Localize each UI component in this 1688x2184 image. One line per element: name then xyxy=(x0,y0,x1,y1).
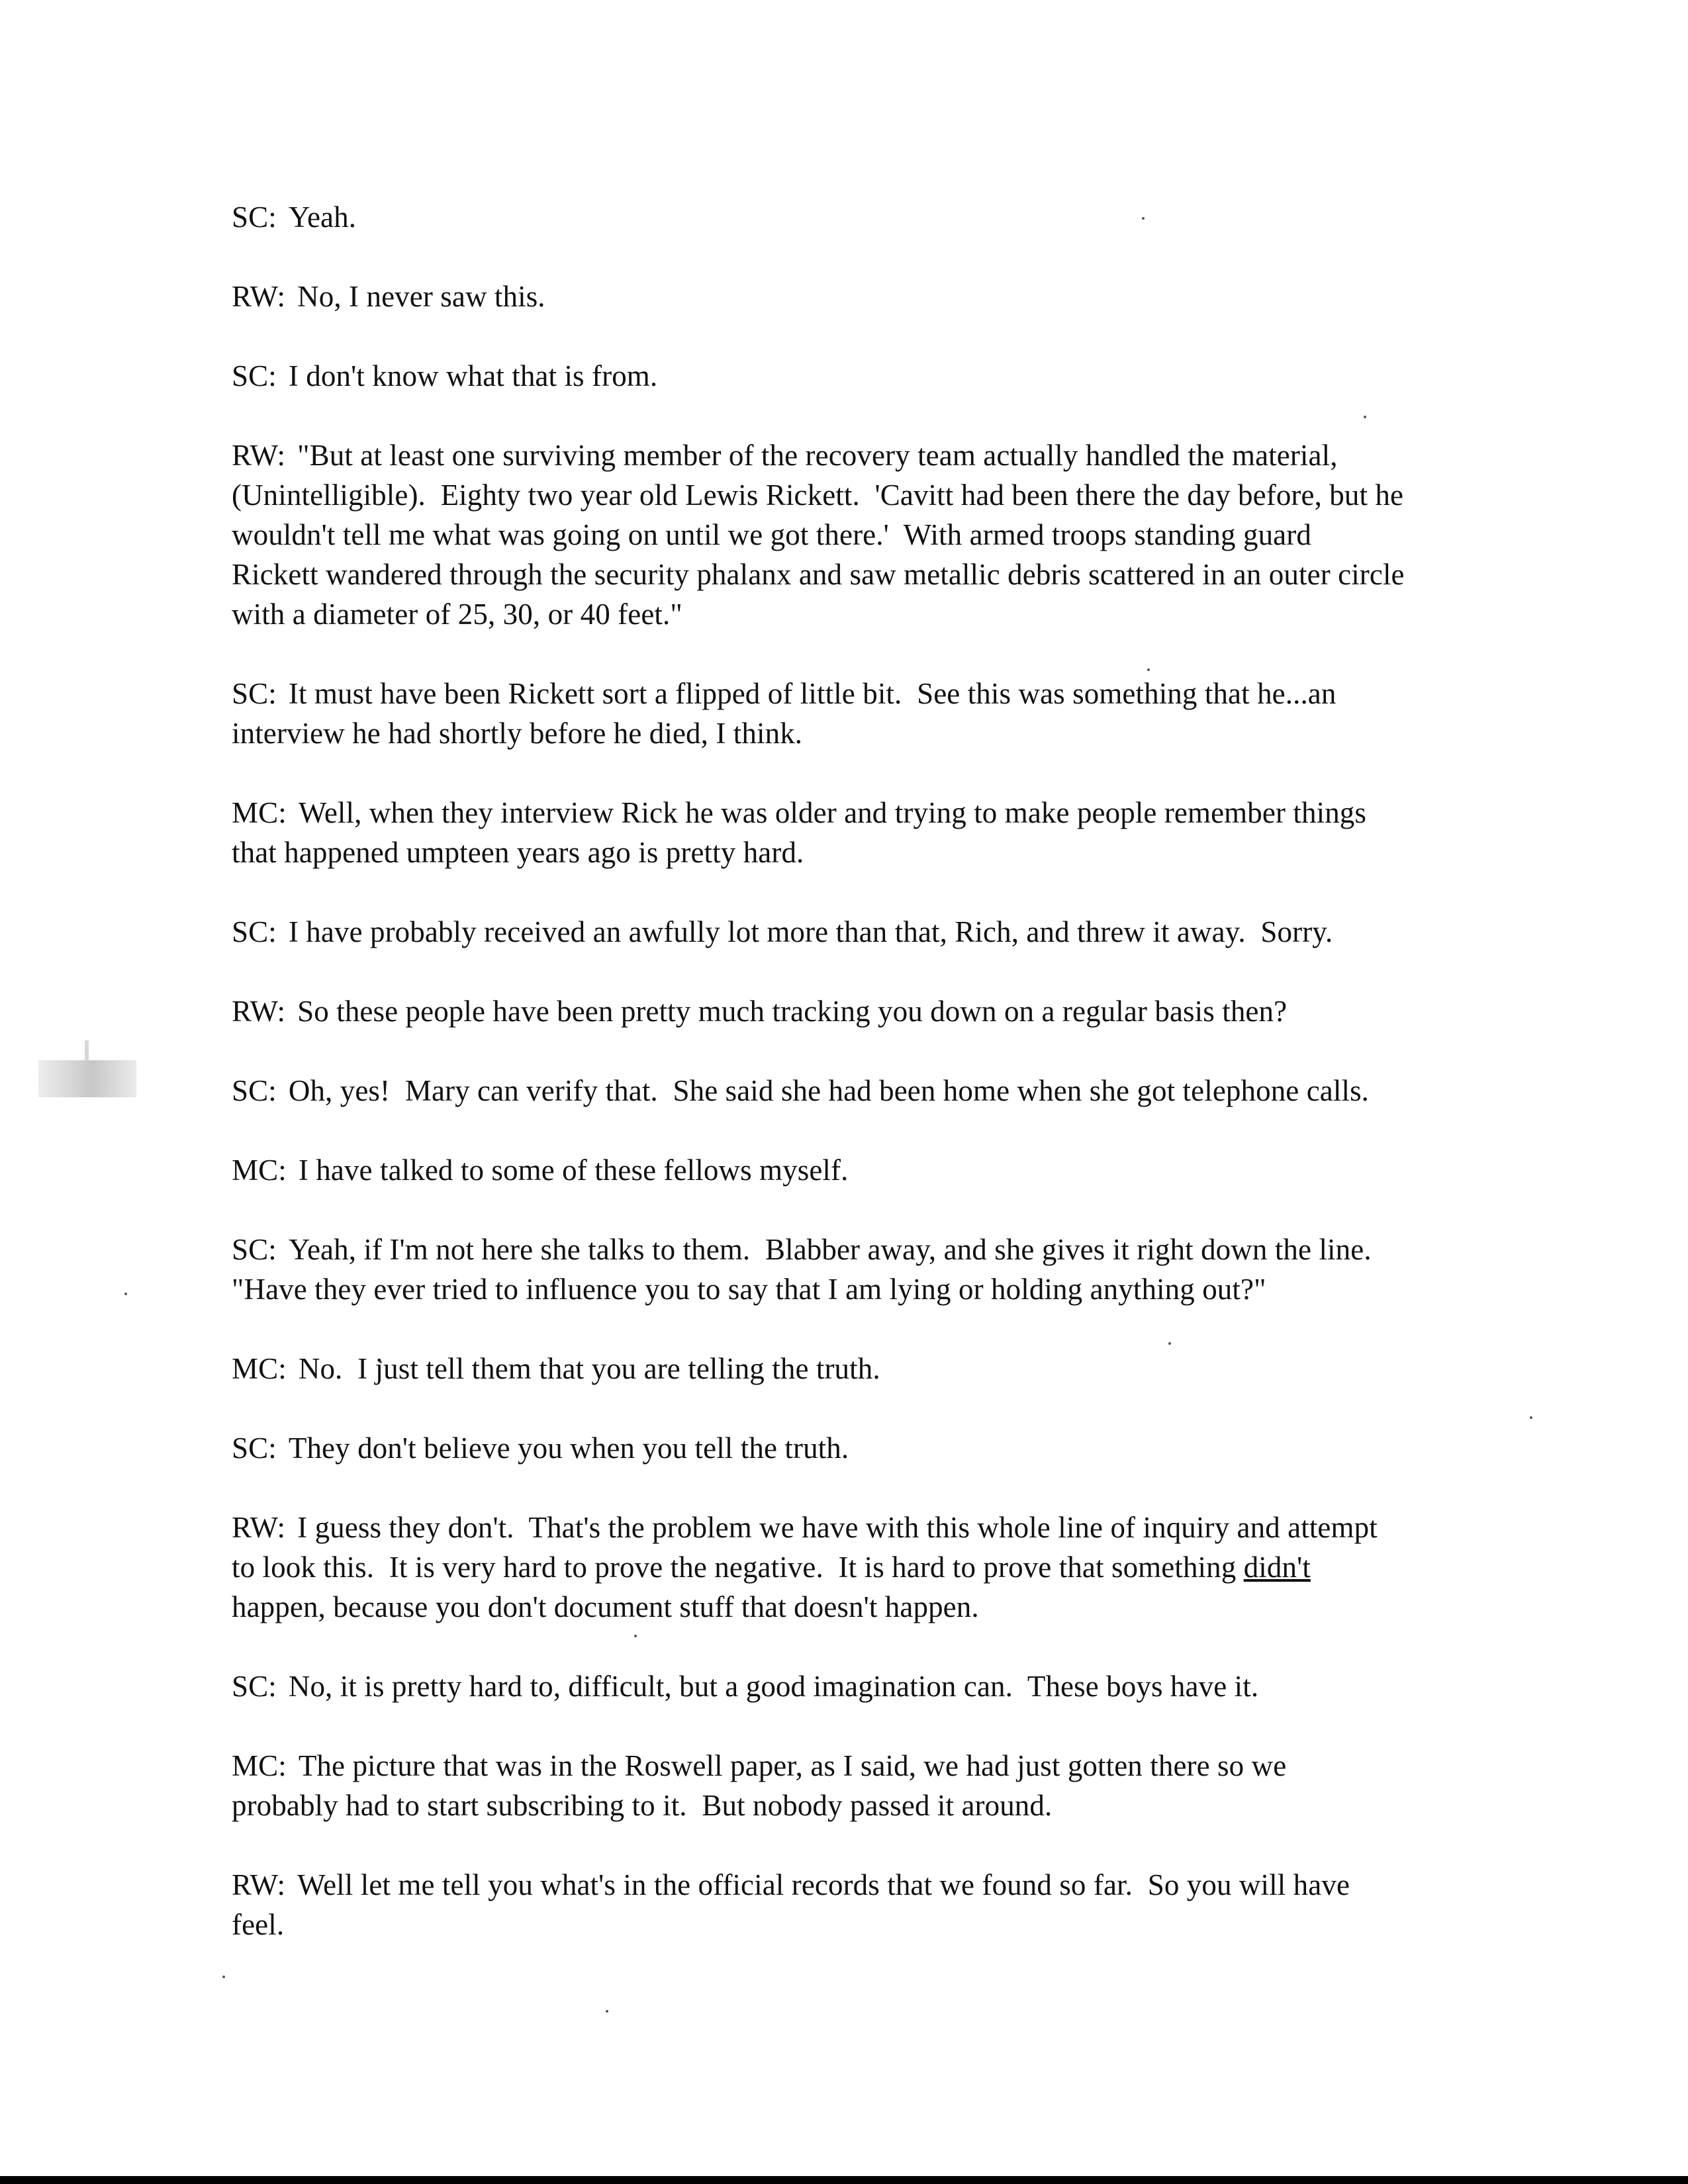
line-text: interview he had shortly before he died, I think. xyxy=(232,717,803,750)
speaker-label: MC: xyxy=(232,1154,287,1187)
transcript-line xyxy=(232,912,1549,952)
scan-speck xyxy=(124,1293,127,1295)
line-text: probably had to start subscribing to it. But nobody passed it around. xyxy=(232,1789,1053,1822)
line-text: I have probably received an awfully lot more than that, Rich, and threw it away. Sorry. xyxy=(288,915,1333,948)
transcript-line xyxy=(232,1150,1549,1190)
transcript-line xyxy=(232,277,1549,316)
line-text: to look this. It is very hard to prove the negative. It is hard to prove that something xyxy=(232,1551,1244,1584)
line-text: No, I never saw this. xyxy=(297,280,545,313)
line-text: Well let me tell you what's in the official records that we found so far. So you will have xyxy=(297,1868,1350,1901)
speaker-label: SC: xyxy=(232,1432,277,1465)
transcript-entry xyxy=(232,1349,1549,1388)
transcript-line xyxy=(232,475,1549,515)
line-text: wouldn't tell me what was going on until we got there.' With armed troops standing guard xyxy=(232,518,1311,551)
line-text: that happened umpteen years ago is pretty hard. xyxy=(232,836,804,869)
line-text: I have talked to some of these fellows myself. xyxy=(298,1154,849,1187)
transcript-line xyxy=(232,1865,1549,1905)
transcript-line xyxy=(232,197,1549,237)
transcript-entry xyxy=(232,277,1549,316)
transcript-line xyxy=(232,356,1549,396)
speaker-label: RW: xyxy=(232,1868,286,1901)
line-text: I don't know what that is from. xyxy=(288,359,658,392)
transcript-line xyxy=(232,674,1549,713)
line-text: Rickett wandered through the security phalanx and saw metallic debris scattered in an outer circle xyxy=(232,558,1405,591)
transcript-entry xyxy=(232,356,1549,396)
transcript-entry xyxy=(232,1508,1549,1627)
transcript-entry xyxy=(232,435,1549,634)
transcript-line xyxy=(232,1746,1549,1786)
transcript-entry xyxy=(232,1071,1549,1111)
line-text: Oh, yes! Mary can verify that. She said she had been home when she got telephone calls. xyxy=(288,1074,1370,1107)
line-text: with a diameter of 25, 30, or 40 feet." xyxy=(232,598,682,631)
transcript-line xyxy=(232,515,1549,555)
transcript-entry xyxy=(232,1865,1549,1944)
transcript-entry xyxy=(232,674,1549,753)
line-text: feel. xyxy=(232,1908,285,1941)
transcript-line xyxy=(232,1587,1549,1627)
scan-bottom-edge xyxy=(0,2176,1688,2184)
line-text: "Have they ever tried to influence you to say that I am lying or holding anything out?" xyxy=(232,1273,1266,1306)
speaker-label: SC: xyxy=(232,1074,277,1107)
transcript-line xyxy=(232,1905,1549,1944)
transcript-line xyxy=(232,555,1549,594)
transcript-entry xyxy=(232,1746,1549,1825)
transcript-entry xyxy=(232,1428,1549,1468)
transcript-line xyxy=(232,1786,1549,1825)
scan-speck xyxy=(222,1976,225,1978)
line-text: "But at least one surviving member of the recovery team actually handled the material, xyxy=(297,439,1338,472)
speaker-label: SC: xyxy=(232,677,277,710)
speaker-label: SC: xyxy=(232,1233,277,1266)
line-text: It must have been Rickett sort a flipped of little bit. See this was something that he...an xyxy=(288,677,1336,710)
line-text: No, it is pretty hard to, difficult, but a good imagination can. These boys have it. xyxy=(288,1670,1259,1703)
speaker-label: RW: xyxy=(232,1511,286,1544)
underlined-word: didn't xyxy=(1243,1551,1311,1584)
transcript-line xyxy=(232,1428,1549,1468)
speaker-label: RW: xyxy=(232,439,286,472)
transcript-line xyxy=(232,713,1549,753)
line-text: They don't believe you when you tell the truth. xyxy=(288,1432,849,1465)
transcript-line xyxy=(232,1508,1549,1547)
transcript-line xyxy=(232,1547,1549,1587)
speaker-label: MC: xyxy=(232,1352,287,1385)
interview-transcript xyxy=(232,197,1549,1984)
transcript-line xyxy=(232,1349,1549,1388)
line-text: Well, when they interview Rick he was older and trying to make people remember things xyxy=(298,796,1367,829)
speaker-label: MC: xyxy=(232,796,287,829)
scan-artifact-tick xyxy=(85,1040,89,1060)
line-text: No. I just tell them that you are telling the truth. xyxy=(298,1352,880,1385)
transcript-entry xyxy=(232,1150,1549,1190)
line-text: So these people have been pretty much tracking you down on a regular basis then? xyxy=(297,995,1288,1028)
transcript-line xyxy=(232,991,1549,1031)
transcript-line xyxy=(232,1269,1549,1309)
speaker-label: SC: xyxy=(232,1670,277,1703)
transcript-entry xyxy=(232,197,1549,237)
transcript-line xyxy=(232,1666,1549,1706)
speaker-label: RW: xyxy=(232,995,286,1028)
transcript-entry xyxy=(232,912,1549,952)
speaker-label: MC: xyxy=(232,1749,287,1782)
line-text: I guess they don't. That's the problem we have with this whole line of inquiry and attempt xyxy=(297,1511,1378,1544)
transcript-line xyxy=(232,435,1549,475)
transcript-line xyxy=(232,594,1549,634)
transcript-line xyxy=(232,1230,1549,1269)
speaker-label: SC: xyxy=(232,201,277,234)
scan-speck xyxy=(606,2010,608,2013)
scan-artifact-smudge xyxy=(38,1060,136,1097)
speaker-label: SC: xyxy=(232,359,277,392)
transcript-entry xyxy=(232,1230,1549,1309)
line-text: Yeah, if I'm not here she talks to them. Blabber away, and she gives it right down the line. xyxy=(288,1233,1372,1266)
speaker-label: RW: xyxy=(232,280,286,313)
transcript-line xyxy=(232,1071,1549,1111)
transcript-line xyxy=(232,833,1549,872)
line-text: Yeah. xyxy=(288,201,357,234)
speaker-label: SC: xyxy=(232,915,277,948)
line-text: happen, because you don't document stuff that doesn't happen. xyxy=(232,1590,979,1623)
transcript-entry xyxy=(232,793,1549,872)
transcript-entry xyxy=(232,1666,1549,1706)
line-text: The picture that was in the Roswell paper, as I said, we had just gotten there so we xyxy=(298,1749,1287,1782)
line-text: (Unintelligible). Eighty two year old Lewis Rickett. 'Cavitt had been there the day before, but he xyxy=(232,478,1404,512)
transcript-entry xyxy=(232,991,1549,1031)
transcript-line xyxy=(232,793,1549,833)
